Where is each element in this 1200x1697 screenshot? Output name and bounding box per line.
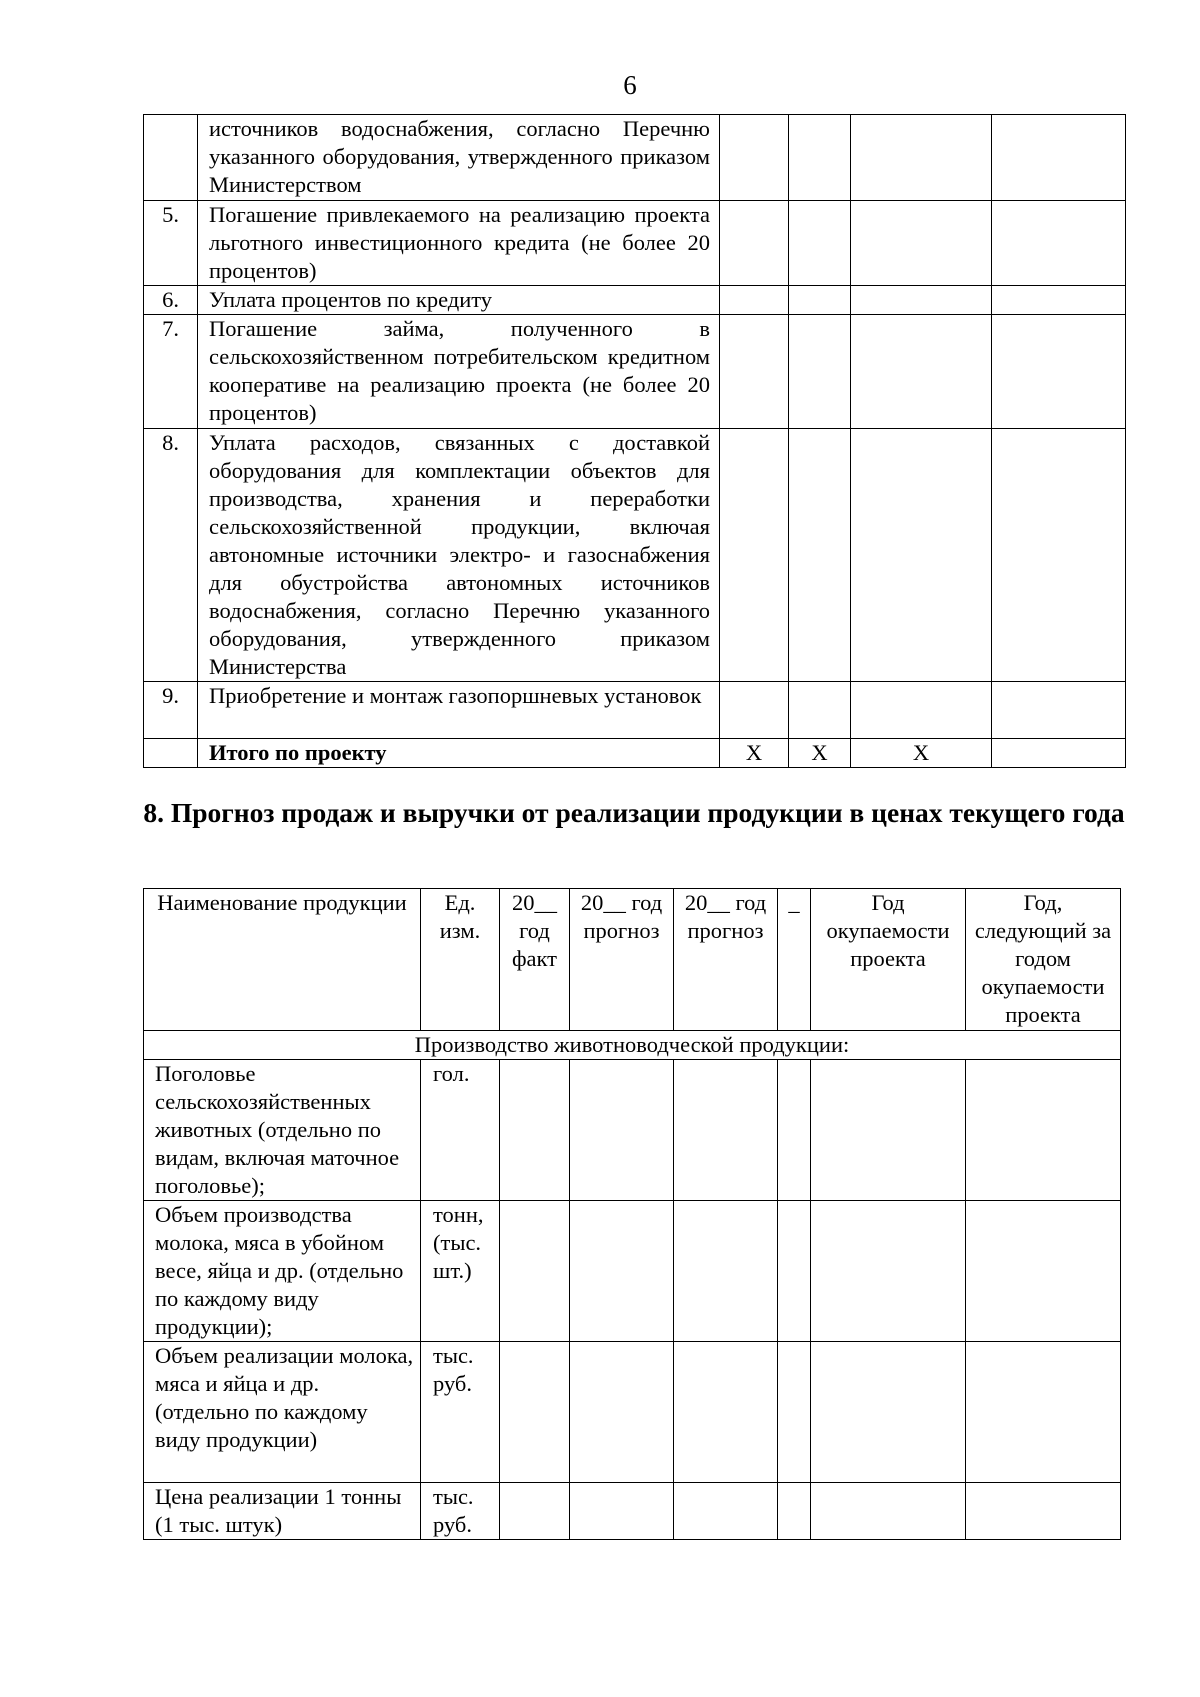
row-number: 8. (144, 429, 198, 682)
table-cell (500, 1483, 570, 1540)
table-cell (992, 682, 1126, 739)
table-cell (851, 115, 992, 201)
column-header: Год, следующий за годом окупаемости проекта (966, 889, 1121, 1031)
table-cell (570, 1342, 674, 1483)
table-cell (811, 1342, 966, 1483)
row-description: Приобретение и монтаж газопоршневых установок (198, 682, 720, 739)
column-header: _ (778, 889, 811, 1031)
header-row (144, 889, 1121, 1031)
table-cell (811, 1483, 966, 1540)
table-cell (674, 1342, 778, 1483)
table-cell (720, 201, 789, 286)
table-cell (674, 1201, 778, 1342)
table-cell (851, 201, 992, 286)
product-name: Объем реализации молока, мяса и яйца и др. (отдельно по каждому виду продукции) (144, 1342, 421, 1483)
table-cell (778, 1342, 811, 1483)
table-cell (992, 115, 1126, 201)
section-title: 8. Прогноз продаж и выручки от реализации продукции в ценах текущего года (143, 797, 1125, 828)
product-name: Объем производства молока, мяса в убойном весе, яйца и др. (отдельно по каждому виду продукции); (144, 1201, 421, 1342)
unit-cell: тыс. руб. (421, 1342, 500, 1483)
table-cell (966, 1060, 1121, 1201)
table-cell (811, 1201, 966, 1342)
expenses-table (143, 114, 1126, 768)
table-cell (500, 1060, 570, 1201)
table-cell (674, 1483, 778, 1540)
table-cell (966, 1483, 1121, 1540)
row-number (144, 739, 198, 768)
table-cell (789, 115, 851, 201)
row-description: Уплата процентов по кредиту (198, 286, 720, 315)
total-row (144, 739, 1126, 768)
table-cell (720, 682, 789, 739)
table-cell: Х (720, 739, 789, 768)
table-cell (778, 1060, 811, 1201)
table-cell (789, 315, 851, 429)
table-row (144, 1060, 1121, 1201)
table-cell (851, 682, 992, 739)
table-row (144, 1201, 1121, 1342)
table-cell (789, 286, 851, 315)
table-cell (720, 115, 789, 201)
table-cell (570, 1060, 674, 1201)
table-cell (992, 315, 1126, 429)
table-cell (992, 286, 1126, 315)
row-number: 6. (144, 286, 198, 315)
table-cell (674, 1060, 778, 1201)
column-header: 20__ год прогноз (570, 889, 674, 1031)
table-row (144, 429, 1126, 682)
table-cell (720, 286, 789, 315)
sales-forecast-table (143, 888, 1121, 1540)
table-cell (500, 1342, 570, 1483)
row-number (144, 115, 198, 201)
table-cell (789, 201, 851, 286)
column-header: 20__ год прогноз (674, 889, 778, 1031)
row-description: Уплата расходов, связанных с доставкой оборудования для комплектации объектов для производства, хранения и переработки сельскохозяйственной продукции, включая автономные источники электро- и газоснабжения для обустройства автономных источников водоснабжения, согласно Перечню указанного оборудования, утвержденного приказом Министерства (198, 429, 720, 682)
table-row (144, 286, 1126, 315)
row-number: 5. (144, 201, 198, 286)
table-cell (851, 429, 992, 682)
table-cell (811, 1060, 966, 1201)
unit-cell: гол. (421, 1060, 500, 1201)
table-cell (789, 429, 851, 682)
table-row (144, 201, 1126, 286)
total-label: Итого по проекту (198, 739, 720, 768)
column-header: Ед. изм. (421, 889, 500, 1031)
row-number: 7. (144, 315, 198, 429)
row-description: Погашение привлекаемого на реализацию проекта льготного инвестиционного кредита (не более 20 процентов) (198, 201, 720, 286)
column-header: 20__ год факт (500, 889, 570, 1031)
table-cell (992, 201, 1126, 286)
table-cell (789, 682, 851, 739)
unit-cell: тыс. руб. (421, 1483, 500, 1540)
table-cell (570, 1201, 674, 1342)
table-cell (778, 1483, 811, 1540)
table-cell (500, 1201, 570, 1342)
table-cell: Х (789, 739, 851, 768)
table-row (144, 1342, 1121, 1483)
table-cell (778, 1201, 811, 1342)
table-cell (966, 1201, 1121, 1342)
product-name: Цена реализации 1 тонны (1 тыс. штук) (144, 1483, 421, 1540)
column-header: Год окупаемости проекта (811, 889, 966, 1031)
column-header: Наименование продукции (144, 889, 421, 1031)
product-name: Поголовье сельскохозяйственных животных (отдельно по видам, включая маточное поголовье); (144, 1060, 421, 1201)
table-cell (851, 315, 992, 429)
table-row (144, 682, 1126, 739)
row-description: Погашение займа, полученного в сельскохозяйственном потребительском кредитном кооперативе на реализацию проекта (не более 20 процентов) (198, 315, 720, 429)
table-cell (992, 739, 1126, 768)
table-row (144, 315, 1126, 429)
table-row (144, 115, 1126, 201)
table-cell (992, 429, 1126, 682)
table-cell (851, 286, 992, 315)
page-number: 6 (623, 70, 637, 100)
unit-cell: тонн, (тыс. шт.) (421, 1201, 500, 1342)
row-number: 9. (144, 682, 198, 739)
table-cell (570, 1483, 674, 1540)
table-cell (966, 1342, 1121, 1483)
section-row (144, 1031, 1121, 1060)
table-row (144, 1483, 1121, 1540)
section-row-label: Производство животноводческой продукции: (144, 1031, 1121, 1060)
row-description: источников водоснабжения, согласно Перечню указанного оборудования, утвержденного приказом Министерством (198, 115, 720, 201)
table-cell (720, 315, 789, 429)
table-cell (720, 429, 789, 682)
table-cell: Х (851, 739, 992, 768)
